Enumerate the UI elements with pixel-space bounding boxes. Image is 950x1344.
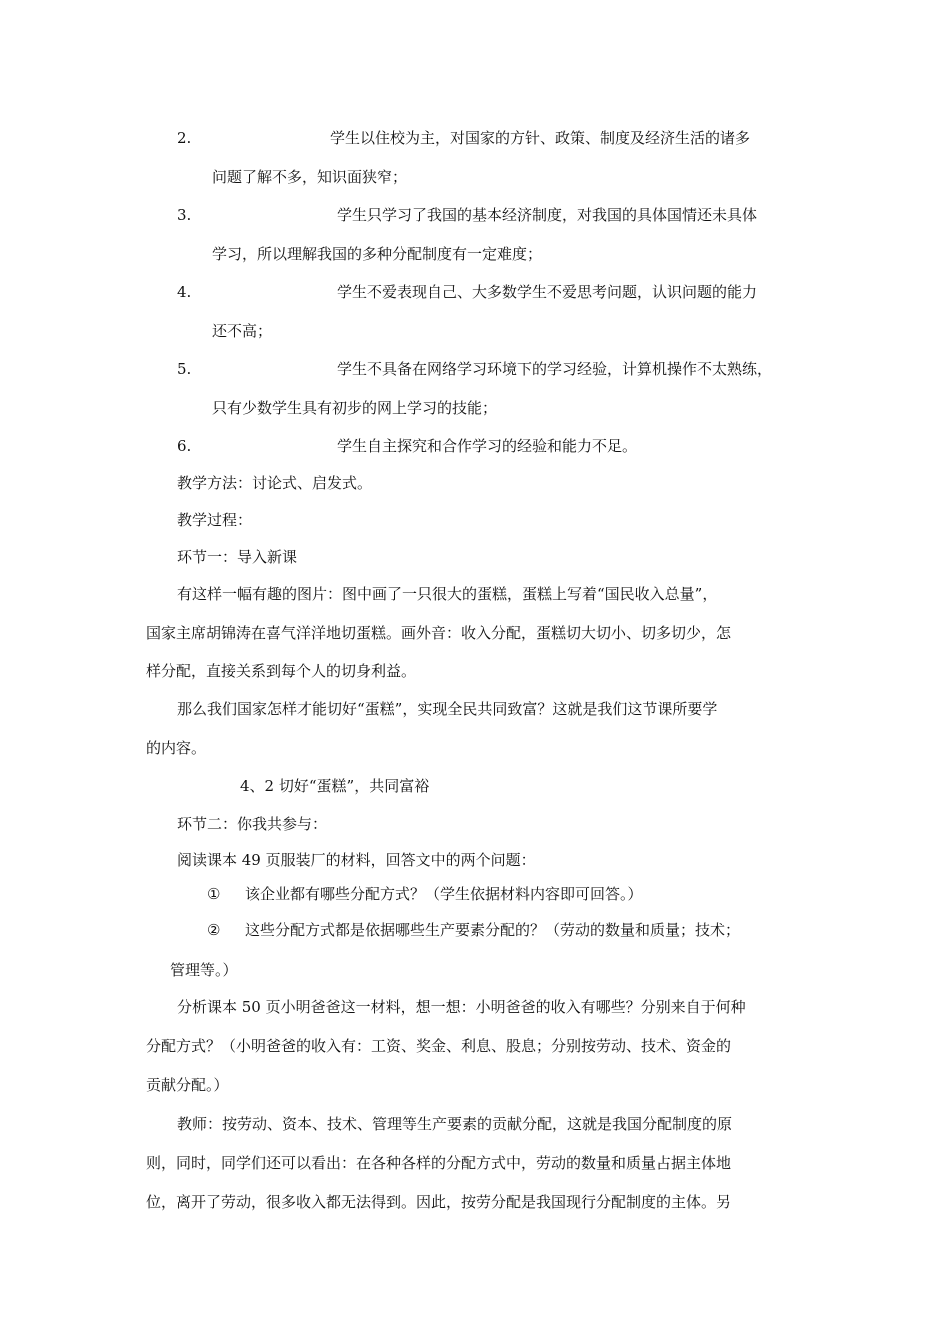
list-item-text: 学习，所以理解我国的多种分配制度有一定难度； (212, 245, 543, 263)
list-item-number: 4. (177, 283, 192, 301)
step1-heading: 环节一：导入新课 (177, 548, 298, 566)
list-item-number: 5. (177, 360, 192, 378)
list-item-text: 学生不具备在网络学习环境下的学习经验，计算机操作不太熟练， (337, 360, 773, 378)
question-text-continued: 管理等。） (170, 961, 238, 979)
list-item-text: 学生自主探究和合作学习的经验和能力不足。 (337, 437, 638, 455)
list-item-number: 3. (177, 206, 192, 224)
teaching-process-heading: 教学过程： (177, 511, 253, 529)
question-text: 该企业都有哪些分配方式？（学生依据材料内容即可回答。） (245, 885, 643, 903)
paragraph-line: 有这样一幅有趣的图片：图中画了一只很大的蛋糕，蛋糕上写着“国民收入总量”， (177, 585, 718, 603)
reading-task: 阅读课本 49 页服装厂的材料，回答文中的两个问题： (177, 851, 536, 869)
list-item-text: 只有少数学生具有初步的网上学习的技能； (212, 399, 498, 417)
paragraph-line: 的内容。 (146, 739, 207, 757)
paragraph-line: 样分配，直接关系到每个人的切身利益。 (146, 662, 417, 680)
list-item-text: 还不高； (212, 322, 273, 340)
question-text: 这些分配方式都是依据哪些生产要素分配的？（劳动的数量和质量；技术； (245, 921, 741, 939)
list-item-text: 学生不爱表现自己、大多数学生不爱思考问题，认识问题的能力 (337, 283, 758, 301)
lesson-title: 4、2 切好“蛋糕”，共同富裕 (240, 777, 430, 795)
paragraph-line: 贡献分配。） (146, 1076, 229, 1094)
paragraph-line: 分析课本 50 页小明爸爸这一材料，想一想：小明爸爸的收入有哪些？分别来自于何种 (177, 998, 746, 1016)
question-marker: ② (207, 921, 221, 939)
list-item-text: 学生以住校为主，对国家的方针、政策、制度及经济生活的诸多 (330, 129, 751, 147)
paragraph-line: 分配方式？（小明爸爸的收入有：工资、奖金、利息、股息；分别按劳动、技术、资金的 (146, 1037, 732, 1055)
paragraph-line: 教师：按劳动、资本、技术、管理等生产要素的贡献分配，这就是我国分配制度的原 (177, 1115, 733, 1133)
paragraph-line: 则，同时，同学们还可以看出：在各种各样的分配方式中，劳动的数量和质量占据主体地 (146, 1154, 732, 1172)
list-item-text: 问题了解不多，知识面狭窄； (212, 168, 408, 186)
list-item-text: 学生只学习了我国的基本经济制度，对我国的具体国情还未具体 (337, 206, 758, 224)
paragraph-line: 那么我们国家怎样才能切好“蛋糕”，实现全民共同致富？这就是我们这节课所要学 (177, 700, 718, 718)
question-marker: ① (207, 885, 221, 903)
list-item-number: 2. (177, 129, 192, 147)
paragraph-line: 国家主席胡锦涛在喜气洋洋地切蛋糕。画外音：收入分配，蛋糕切大切小、切多切少，怎 (146, 624, 732, 642)
teaching-method: 教学方法：讨论式、启发式。 (177, 474, 373, 492)
paragraph-line: 位，离开了劳动，很多收入都无法得到。因此，按劳分配是我国现行分配制度的主体。另 (146, 1193, 732, 1211)
step2-heading: 环节二：你我共参与： (177, 815, 328, 833)
list-item-number: 6. (177, 437, 192, 455)
